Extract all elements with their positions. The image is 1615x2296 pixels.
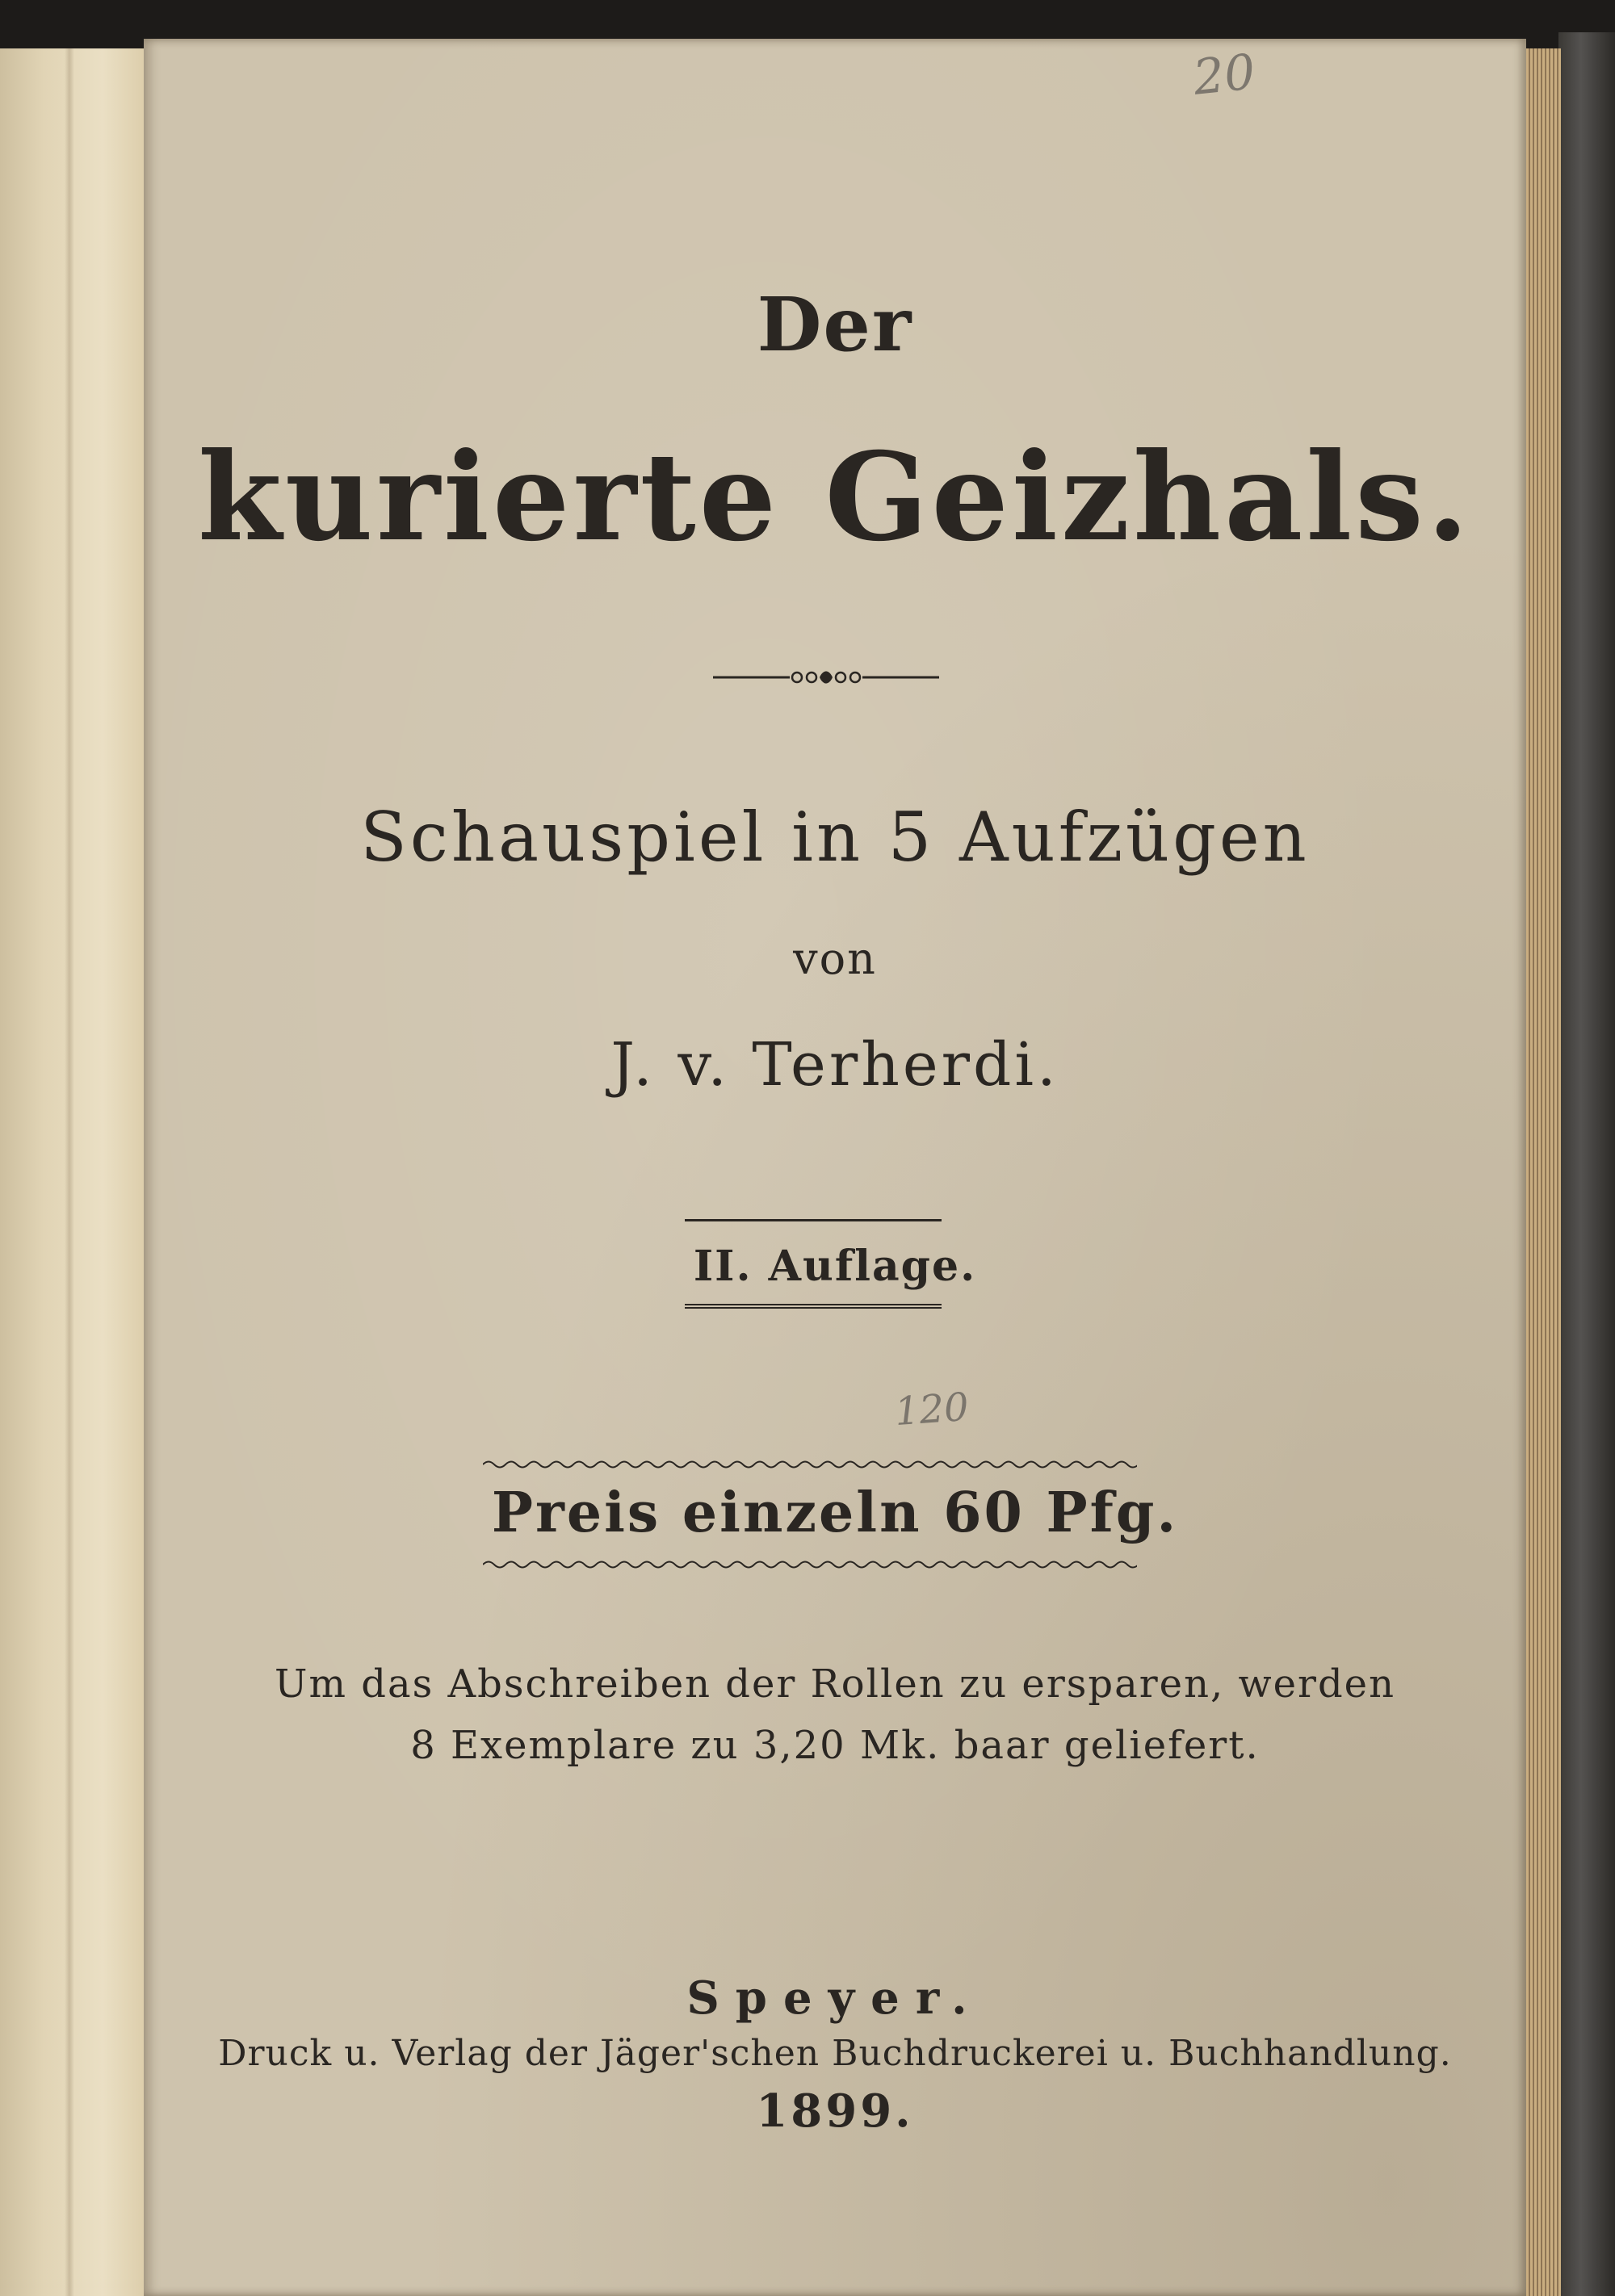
previous-page-fold bbox=[65, 48, 74, 2296]
page-stack-edges bbox=[1522, 48, 1561, 2296]
book-cover-board bbox=[1558, 32, 1615, 2296]
author-name: J. v. Terherdi. bbox=[610, 1030, 1059, 1100]
wavy-rule-top bbox=[483, 1458, 1137, 1471]
author-prefix: von bbox=[793, 933, 877, 984]
publication-city: Speyer. bbox=[686, 1971, 984, 2025]
wavy-rule-bottom bbox=[483, 1558, 1137, 1571]
title-article: Der bbox=[757, 281, 913, 368]
ornament-divider bbox=[713, 665, 939, 689]
copies-note-line-1: Um das Abschreiben der Rollen zu ersparen, werden bbox=[275, 1661, 1395, 1707]
printer-line: Druck u. Verlag der Jäger'schen Buchdruckerei u. Buchhandlung. bbox=[218, 2033, 1452, 2074]
price-line: Preis einzeln 60 Pfg. bbox=[491, 1481, 1179, 1545]
publication-year: 1899. bbox=[756, 2084, 914, 2138]
subtitle: Schauspiel in 5 Aufzügen bbox=[360, 798, 1310, 877]
title-main: kurierte Geizhals. bbox=[197, 426, 1472, 568]
copies-note-line-2: 8 Exemplare zu 3,20 Mk. baar geliefert. bbox=[410, 1723, 1260, 1768]
pencil-annotation-price: 120 bbox=[893, 1384, 971, 1435]
edition-label: II. Auflage. bbox=[693, 1242, 977, 1291]
title-page bbox=[144, 39, 1526, 2296]
pencil-annotation-top: 20 bbox=[1190, 44, 1258, 107]
